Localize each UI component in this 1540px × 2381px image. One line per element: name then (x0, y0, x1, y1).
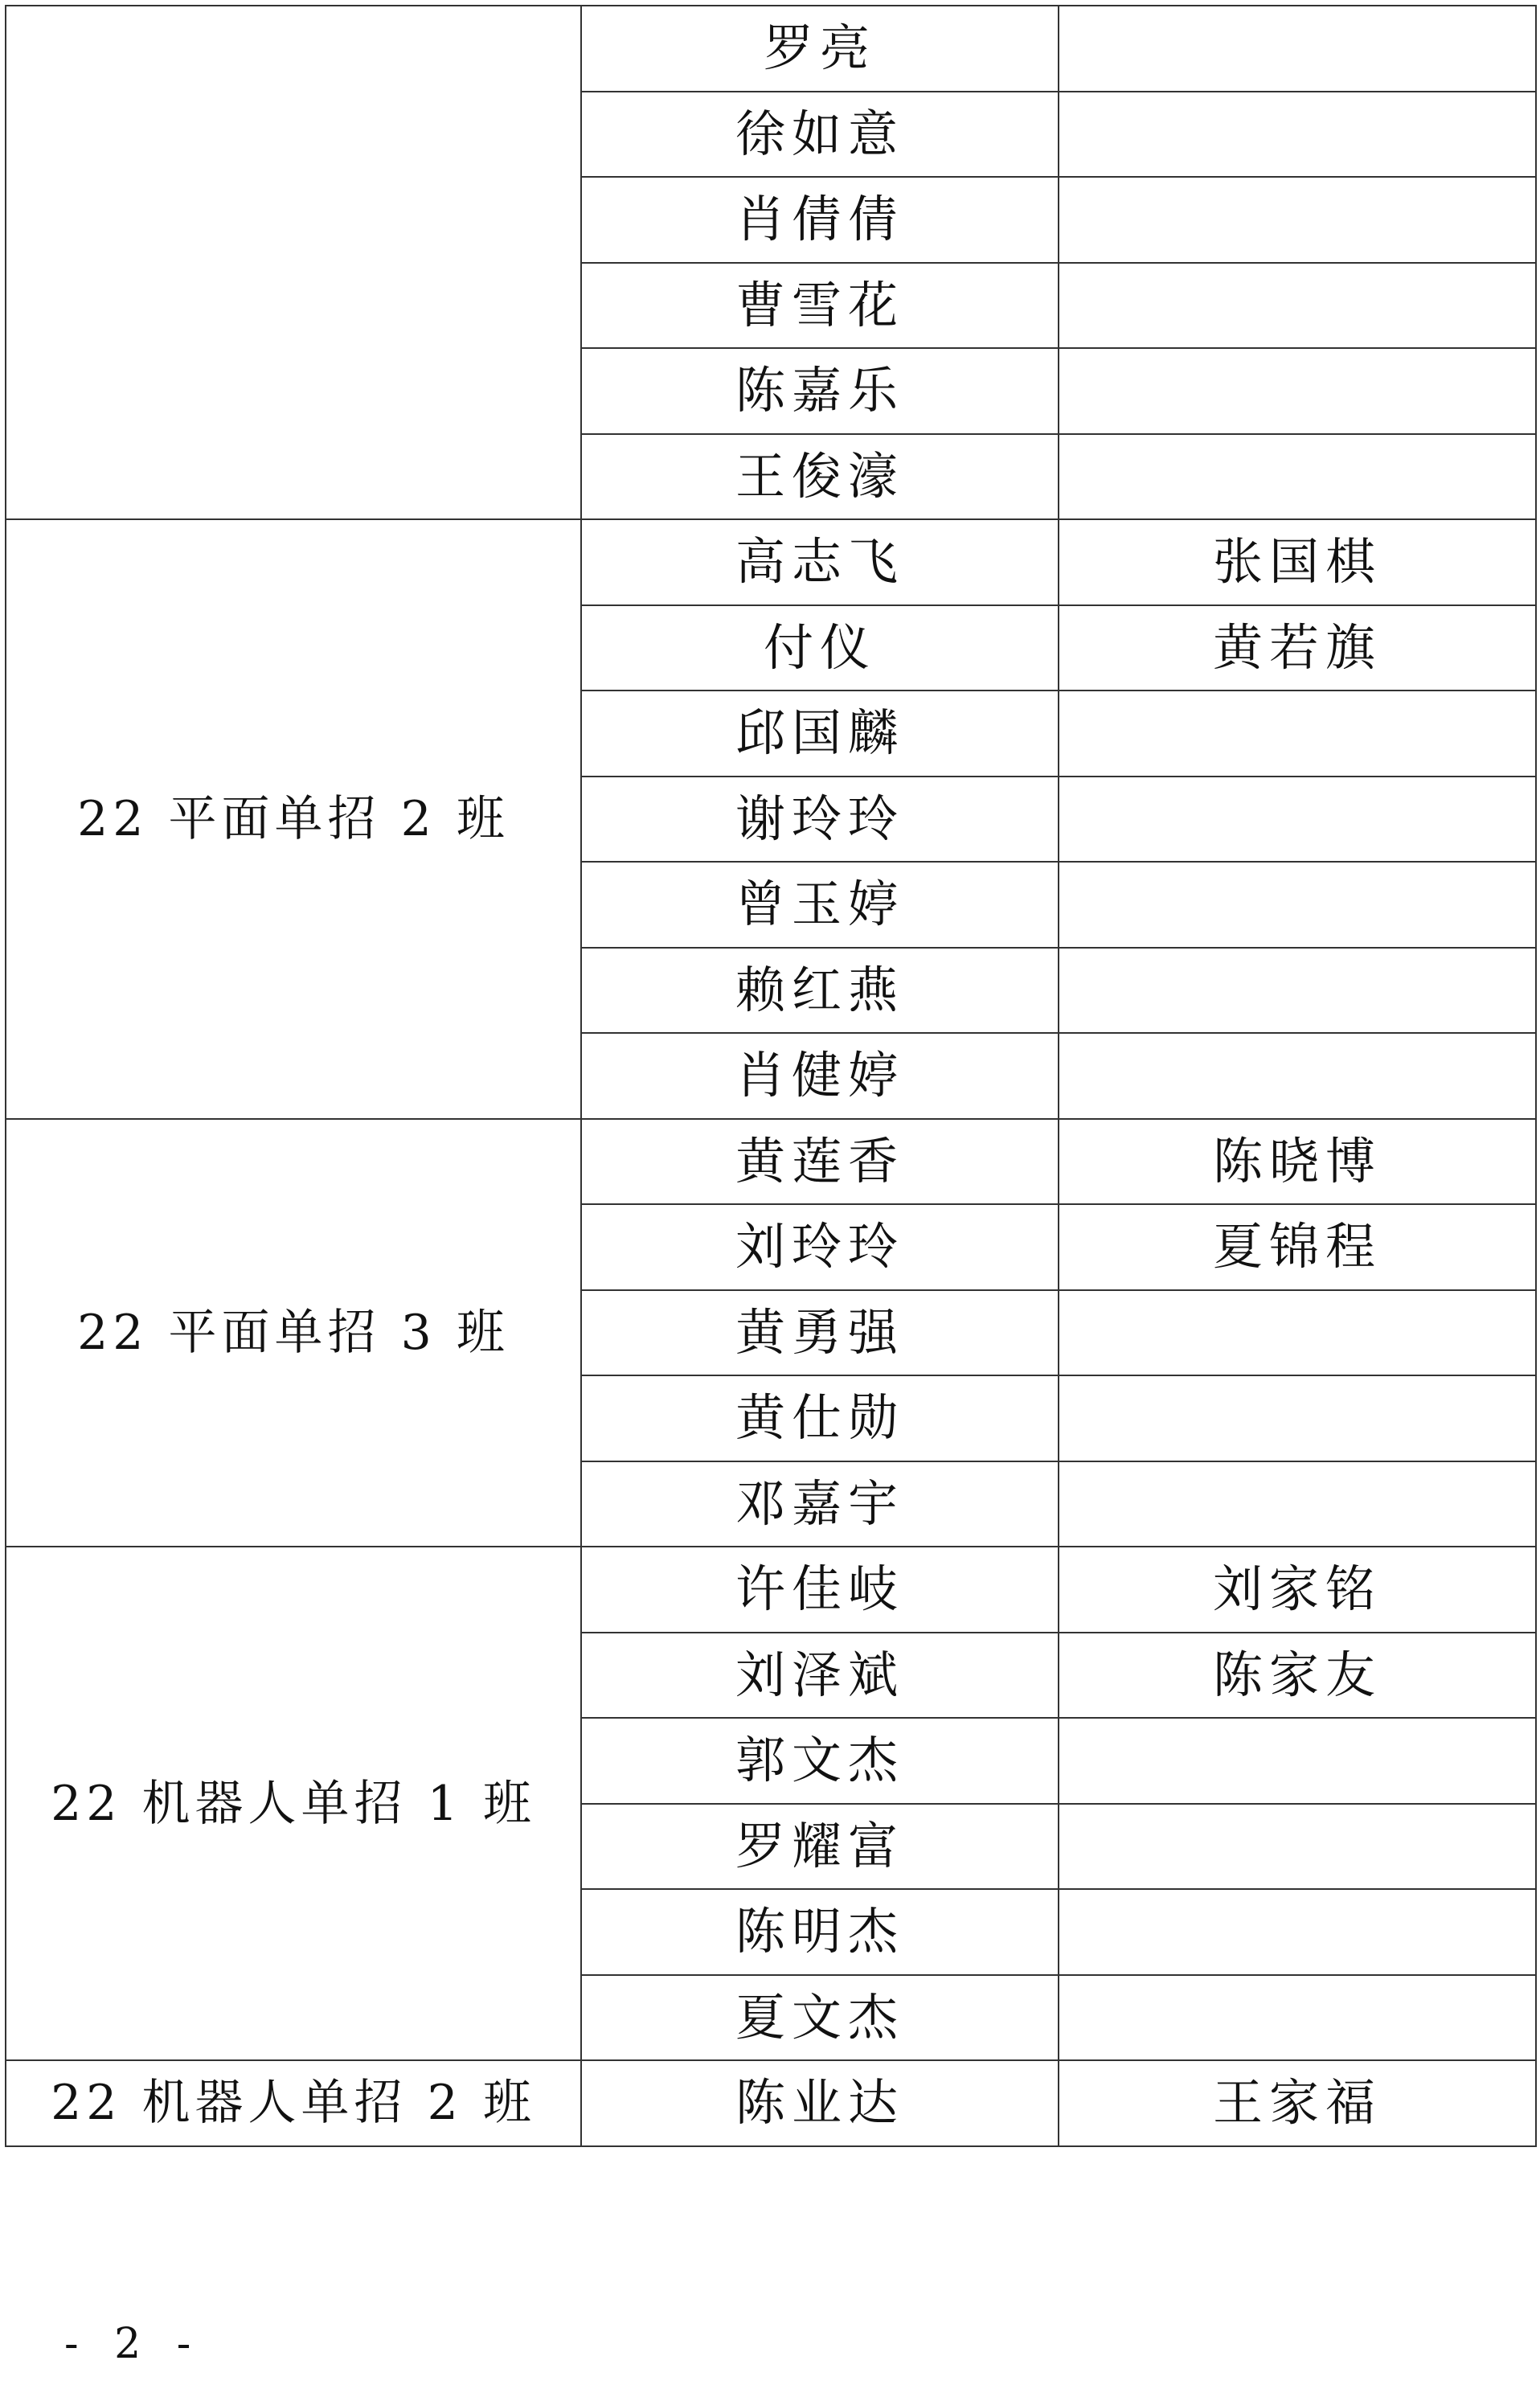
secondary-name-cell (1059, 1975, 1536, 2061)
secondary-name-cell (1059, 263, 1536, 349)
student-name-cell: 罗耀富 (581, 1804, 1059, 1890)
class-name-cell: 22 平面单招 3 班 (6, 1119, 581, 1547)
student-name-cell: 黄勇强 (581, 1290, 1059, 1376)
student-name-cell: 肖健婷 (581, 1033, 1059, 1119)
secondary-name-cell (1059, 1718, 1536, 1804)
student-name-cell: 曹雪花 (581, 263, 1059, 349)
student-name-cell: 肖倩倩 (581, 177, 1059, 263)
secondary-name-cell (1059, 777, 1536, 863)
student-name-cell: 夏文杰 (581, 1975, 1059, 2061)
table-row (6, 2060, 1536, 2146)
table-row (6, 1119, 1536, 1205)
student-name-cell: 刘泽斌 (581, 1633, 1059, 1719)
table-row (6, 6, 1536, 92)
student-name-cell: 赖红燕 (581, 948, 1059, 1034)
student-name-cell: 陈嘉乐 (581, 348, 1059, 434)
secondary-name-cell (1059, 1889, 1536, 1975)
table-row (6, 519, 1536, 605)
student-name-cell: 邱国麟 (581, 691, 1059, 777)
secondary-name-cell (1059, 434, 1536, 520)
secondary-name-cell: 黄若旗 (1059, 605, 1536, 691)
secondary-name-cell (1059, 177, 1536, 263)
secondary-name-cell: 夏锦程 (1059, 1204, 1536, 1290)
student-name-cell: 谢玲玲 (581, 777, 1059, 863)
student-name-cell: 许佳岐 (581, 1547, 1059, 1633)
secondary-name-cell (1059, 862, 1536, 948)
secondary-name-cell: 陈家友 (1059, 1633, 1536, 1719)
student-name-cell: 曾玉婷 (581, 862, 1059, 948)
student-name-cell: 邓嘉宇 (581, 1461, 1059, 1547)
roster-table-body (6, 6, 1536, 2146)
secondary-name-cell: 王家福 (1059, 2060, 1536, 2146)
secondary-name-cell (1059, 1375, 1536, 1461)
student-name-cell: 高志飞 (581, 519, 1059, 605)
secondary-name-cell (1059, 948, 1536, 1034)
secondary-name-cell: 张国棋 (1059, 519, 1536, 605)
student-name-cell: 王俊濠 (581, 434, 1059, 520)
class-name-cell (6, 6, 581, 519)
student-name-cell: 徐如意 (581, 92, 1059, 178)
secondary-name-cell: 刘家铭 (1059, 1547, 1536, 1633)
class-name-cell: 22 机器人单招 1 班 (6, 1547, 581, 2060)
student-name-cell: 陈明杰 (581, 1889, 1059, 1975)
student-name-cell: 郭文杰 (581, 1718, 1059, 1804)
student-name-cell: 罗亮 (581, 6, 1059, 92)
student-name-cell: 陈业达 (581, 2060, 1059, 2146)
secondary-name-cell (1059, 1033, 1536, 1119)
student-name-cell: 黄仕勋 (581, 1375, 1059, 1461)
secondary-name-cell: 陈晓博 (1059, 1119, 1536, 1205)
secondary-name-cell (1059, 1290, 1536, 1376)
secondary-name-cell (1059, 348, 1536, 434)
student-name-cell: 刘玲玲 (581, 1204, 1059, 1290)
page-number: - 2 - (64, 2320, 203, 2368)
class-name-cell: 22 机器人单招 2 班 (6, 2060, 581, 2146)
student-name-cell: 黄莲香 (581, 1119, 1059, 1205)
class-name-cell: 22 平面单招 2 班 (6, 519, 581, 1119)
roster-table (5, 5, 1537, 2147)
secondary-name-cell (1059, 1804, 1536, 1890)
student-name-cell: 付仪 (581, 605, 1059, 691)
table-row (6, 1547, 1536, 1633)
secondary-name-cell (1059, 691, 1536, 777)
secondary-name-cell (1059, 1461, 1536, 1547)
secondary-name-cell (1059, 6, 1536, 92)
secondary-name-cell (1059, 92, 1536, 178)
